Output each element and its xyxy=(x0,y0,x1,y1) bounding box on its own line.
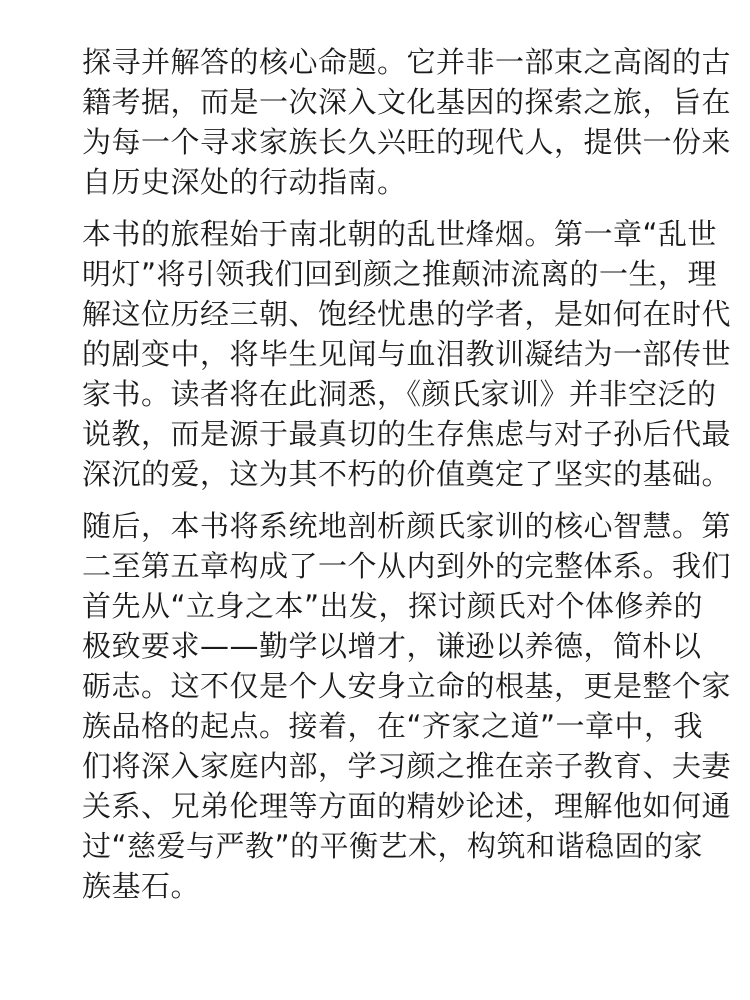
text-line: 探寻并解答的核心命题。它并非一部束之高阁的古 xyxy=(82,45,732,79)
text-line: 本书的旅程始于南北朝的乱世烽烟。第一章“乱世 xyxy=(82,217,718,251)
text-line: 说教，而是源于最真切的生存焦虑与对子孙后代最 xyxy=(82,417,732,451)
text-line: 极致要求——勤学以增才，谦逊以养德，简朴以 xyxy=(82,629,702,663)
text-line: 随后，本书将系统地剖析颜氏家训的核心智慧。第 xyxy=(82,509,732,543)
text-line: 族基石。 xyxy=(82,869,201,903)
paragraph-3 xyxy=(82,506,732,906)
text-line: 首先从“立身之本”出发，探讨颜氏对个体修养的 xyxy=(82,589,704,623)
text-line: 深沉的爱，这为其不朽的价值奠定了坚实的基础。 xyxy=(82,457,732,491)
text-line: 家书。读者将在此洞悉，《颜氏家训》并非空泛的 xyxy=(82,377,717,411)
text-line: 们将深入家庭内部，学习颜之推在亲子教育、夫妻 xyxy=(82,749,732,783)
text-line: 族品格的起点。接着，在“齐家之道”一章中，我 xyxy=(82,709,704,743)
paragraph-2 xyxy=(82,214,732,494)
text-line: 过“慈爱与严教”的平衡艺术，构筑和谐稳固的家 xyxy=(82,829,704,863)
text-line: 自历史深处的行动指南。 xyxy=(82,165,407,199)
text-line: 解这位历经三朝、饱经忧患的学者，是如何在时代 xyxy=(82,297,732,331)
document-body xyxy=(82,42,732,918)
text-line: 砺志。这不仅是个人安身立命的根基，更是整个家 xyxy=(82,669,732,703)
paragraph-1 xyxy=(82,42,732,202)
text-line: 的剧变中，将毕生见闻与血泪教训凝结为一部传世 xyxy=(82,337,732,371)
text-line: 籍考据，而是一次深入文化基因的探索之旅，旨在 xyxy=(82,85,732,119)
text-line: 明灯”将引领我们回到颜之推颠沛流离的一生，理 xyxy=(82,257,718,291)
text-line: 为每一个寻求家族长久兴旺的现代人，提供一份来 xyxy=(82,125,732,159)
text-line: 二至第五章构成了一个从内到外的完整体系。我们 xyxy=(82,549,732,583)
text-line: 关系、兄弟伦理等方面的精妙论述，理解他如何通 xyxy=(82,789,732,823)
